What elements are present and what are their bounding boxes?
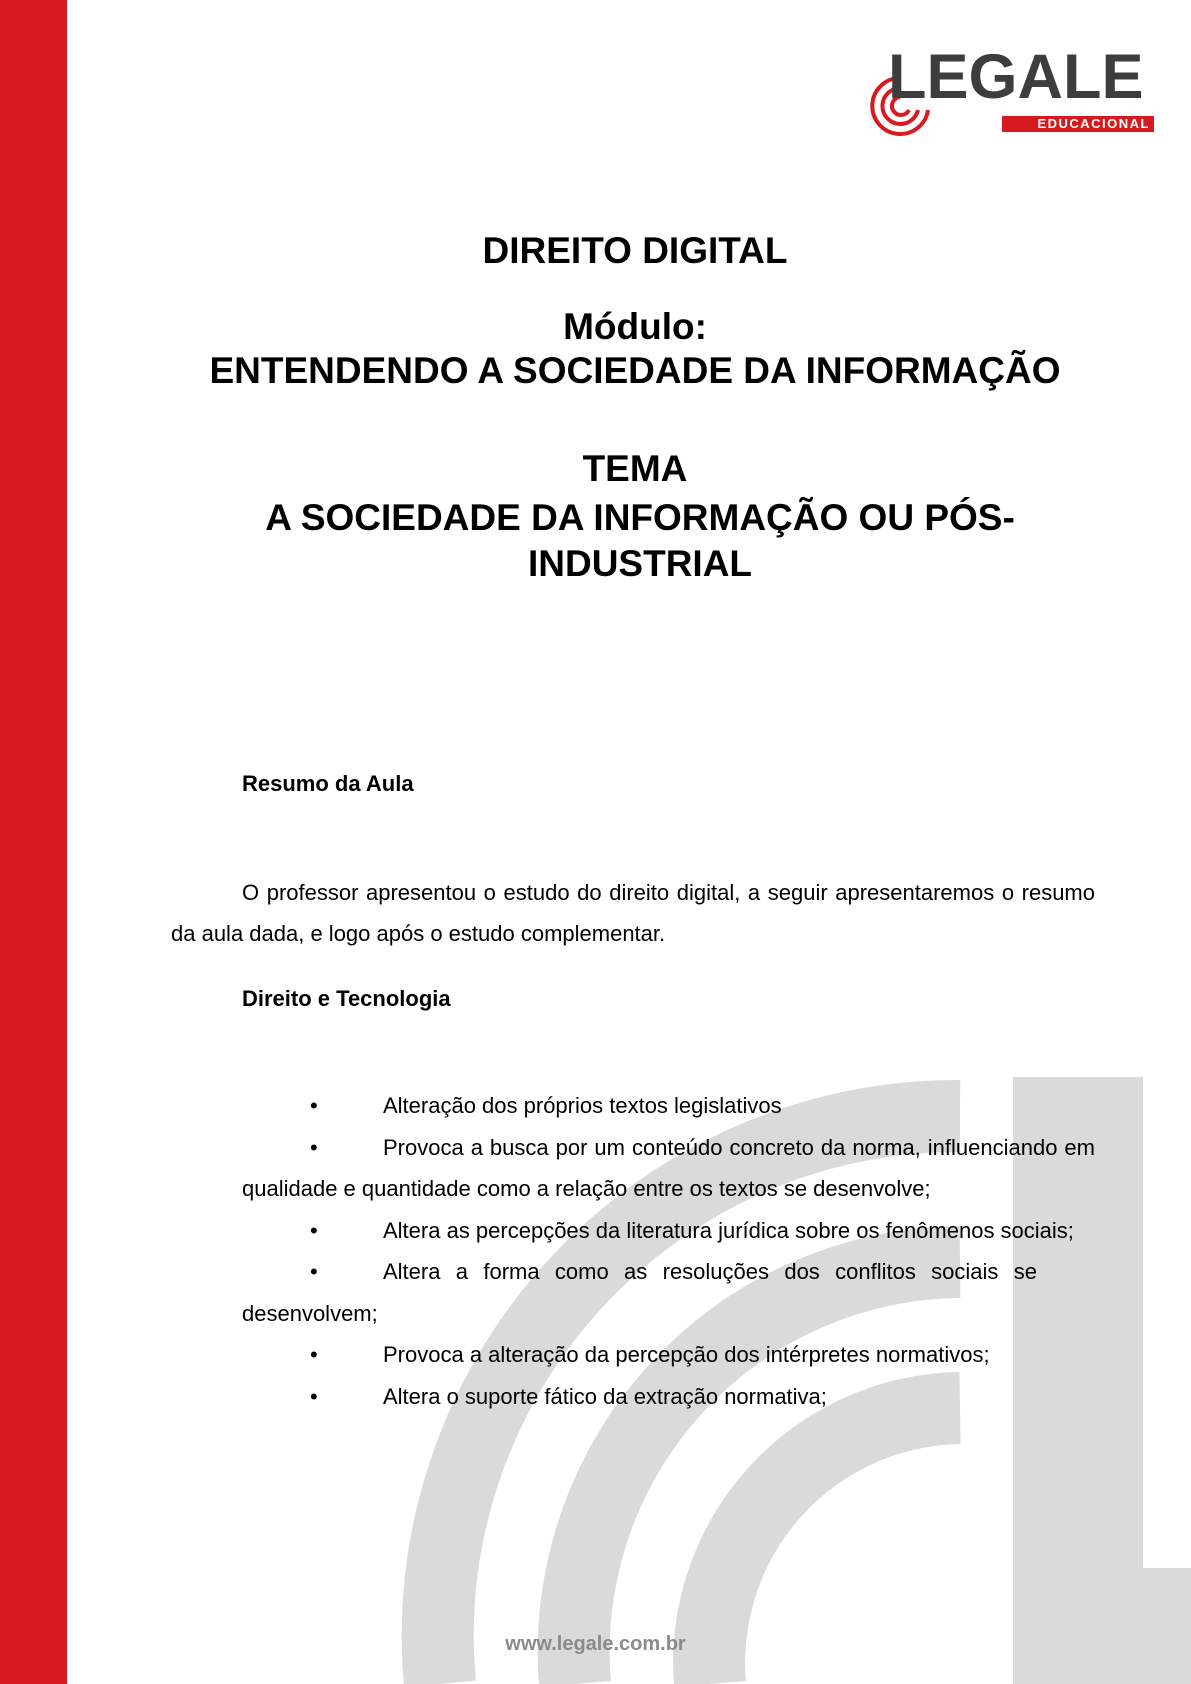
bullet-icon: •	[310, 1093, 318, 1118]
theme-label: TEMA	[582, 448, 688, 489]
summary-paragraph	[171, 872, 1095, 954]
list-item	[242, 1085, 1095, 1127]
list-item-text: Provoca a alteração da percepção dos intérpretes normativos;	[383, 1342, 990, 1367]
theme-name: A SOCIEDADE DA INFORMAÇÃO OU PÓS-INDUSTRIAL	[265, 497, 1015, 584]
list-item-text: Alteração dos próprios textos legislativos	[383, 1093, 782, 1118]
summary-paragraph-text: O professor apresentou o estudo do direito digital, a seguir apresentaremos o resumo da aula dada, e logo após o estudo complementar.	[171, 880, 1095, 946]
list-item	[242, 1210, 1095, 1252]
bullet-icon: •	[310, 1259, 318, 1284]
footer-url: www.legale.com.br	[505, 1633, 686, 1655]
list-item-text: Altera o suporte fático da extração normativa;	[383, 1383, 827, 1409]
logo-subtitle: EDUCACIONAL	[1002, 116, 1154, 132]
bullet-icon: •	[310, 1134, 318, 1160]
bullet-icon: •	[310, 1217, 318, 1243]
list-item-text: Altera as percepções da literatura jurídica sobre os fenômenos sociais;	[383, 1217, 1074, 1243]
bullet-icon: •	[310, 1383, 318, 1409]
list-item	[242, 1127, 1095, 1210]
list-item	[242, 1251, 1037, 1334]
logo-wordmark: LEGALE	[888, 42, 1144, 112]
list-item-text: Provoca a busca por um conteúdo concreto da norma, influenciando em qualidade e quantidade como a relação entre os textos se desenvolve;	[242, 1134, 1095, 1201]
bullet-list	[242, 1085, 1095, 1417]
list-item	[242, 1376, 1095, 1418]
course-title: DIREITO DIGITAL	[482, 230, 788, 271]
section-heading: Direito e Tecnologia	[242, 986, 451, 1011]
module-name: ENTENDENDO A SOCIEDADE DA INFORMAÇÃO	[209, 350, 1061, 391]
legale-logo	[862, 42, 1154, 142]
summary-heading: Resumo da Aula	[242, 771, 414, 796]
bullet-icon: •	[310, 1342, 318, 1367]
list-item-text: Altera a forma como as resoluções dos conflitos sociais se desenvolvem;	[242, 1259, 1037, 1326]
module-label: Módulo:	[563, 306, 707, 347]
list-item	[242, 1334, 1095, 1376]
